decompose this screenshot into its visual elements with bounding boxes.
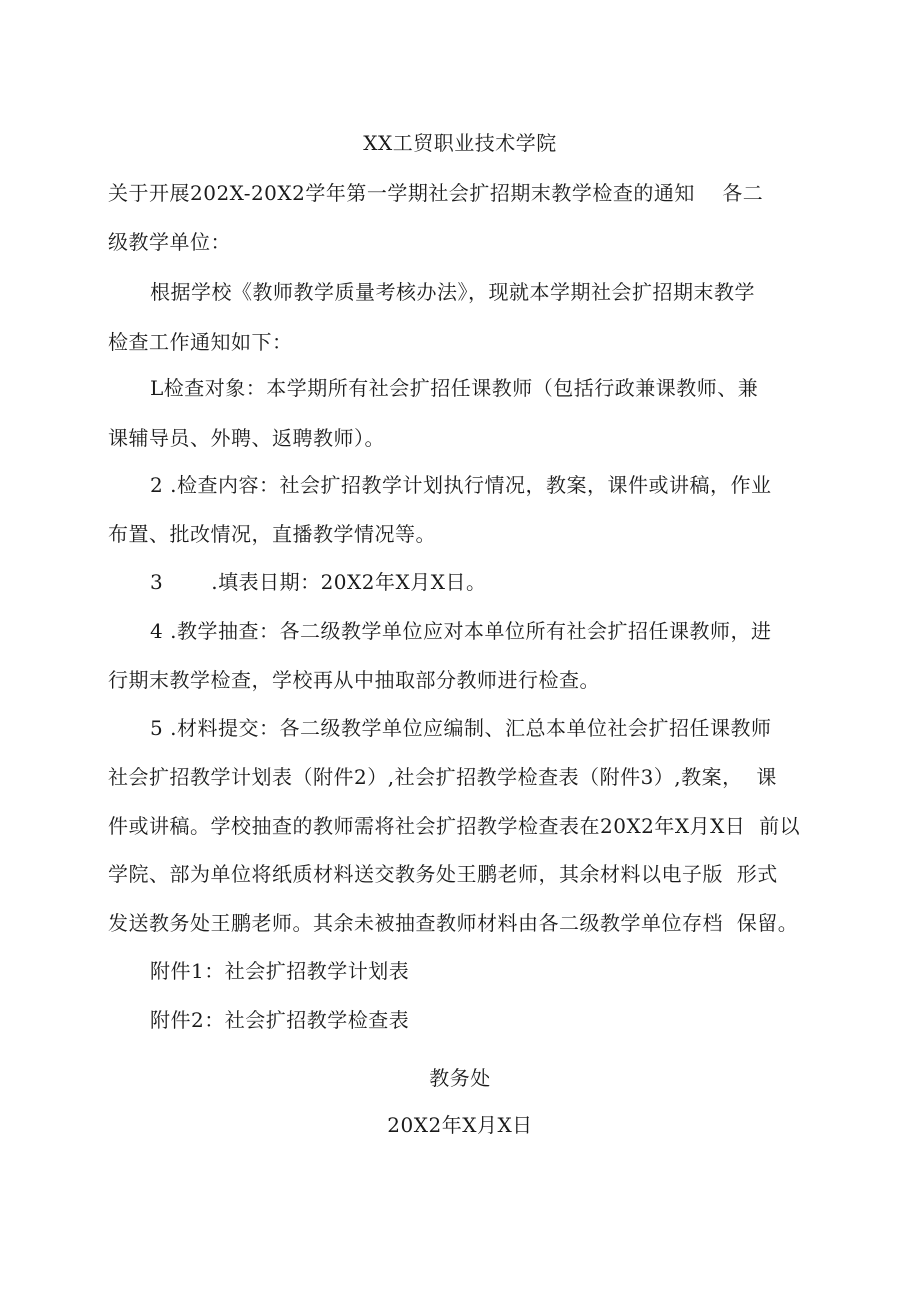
item-1-line-1: L检查对象：本学期所有社会扩招任课教师（包括行政兼课教师、兼 [150, 376, 759, 400]
item-5-line-1: 5 .材料提交：各二级教学单位应编制、汇总本单位社会扩招任课教师 [150, 716, 772, 740]
item-5-line-4: 学院、部为单位将纸质材料送交教务处王鹏老师，其余材料以电子版 形式 [108, 862, 778, 886]
item-1-line-2: 课辅导员、外聘、返聘教师）。 [108, 426, 385, 450]
addressee: 级教学单位： [108, 230, 231, 254]
notice-title: 关于开展202X-20X2学年第一学期社会扩招期末教学检查的通知 各二 [108, 181, 764, 205]
signature-office: 教务处 [429, 1066, 491, 1090]
attachment-1: 附件1：社会扩招教学计划表 [150, 959, 410, 983]
item-5-line-3: 件或讲稿。学校抽查的教师需将社会扩招教学检查表在20X2年X月X日 前以 [108, 814, 801, 838]
intro-line-1: 根据学校《教师教学质量考核办法》，现就本学期社会扩招期末教学 [150, 280, 755, 304]
item-4-line-2: 行期末教学检查，学校再从中抽取部分教师进行检查。 [108, 668, 600, 692]
org-title: XX工贸职业技术学院 [363, 131, 557, 155]
attachment-2: 附件2：社会扩招教学检查表 [150, 1008, 410, 1032]
item-5-line-5: 发送教务处王鹏老师。其余未被抽查教师材料由各二级教学单位存档 保留。 [108, 911, 799, 935]
item-3: 3 .填表日期：20X2年X月X日。 [150, 570, 487, 594]
item-2-line-1: 2 .检查内容：社会扩招教学计划执行情况，教案，课件或讲稿，作业 [150, 473, 772, 497]
signature-date: 20X2年X月X日 [387, 1113, 533, 1137]
item-2-line-2: 布置、批改情况，直播教学情况等。 [108, 522, 436, 546]
item-4-line-1: 4 .教学抽查：各二级教学单位应对本单位所有社会扩招任课教师，进 [150, 619, 772, 643]
intro-line-2: 检查工作通知如下： [108, 330, 293, 354]
item-5-line-2: 社会扩招教学计划表（附件2）,社会扩招教学检查表（附件3）,教案， 课 [108, 765, 777, 789]
